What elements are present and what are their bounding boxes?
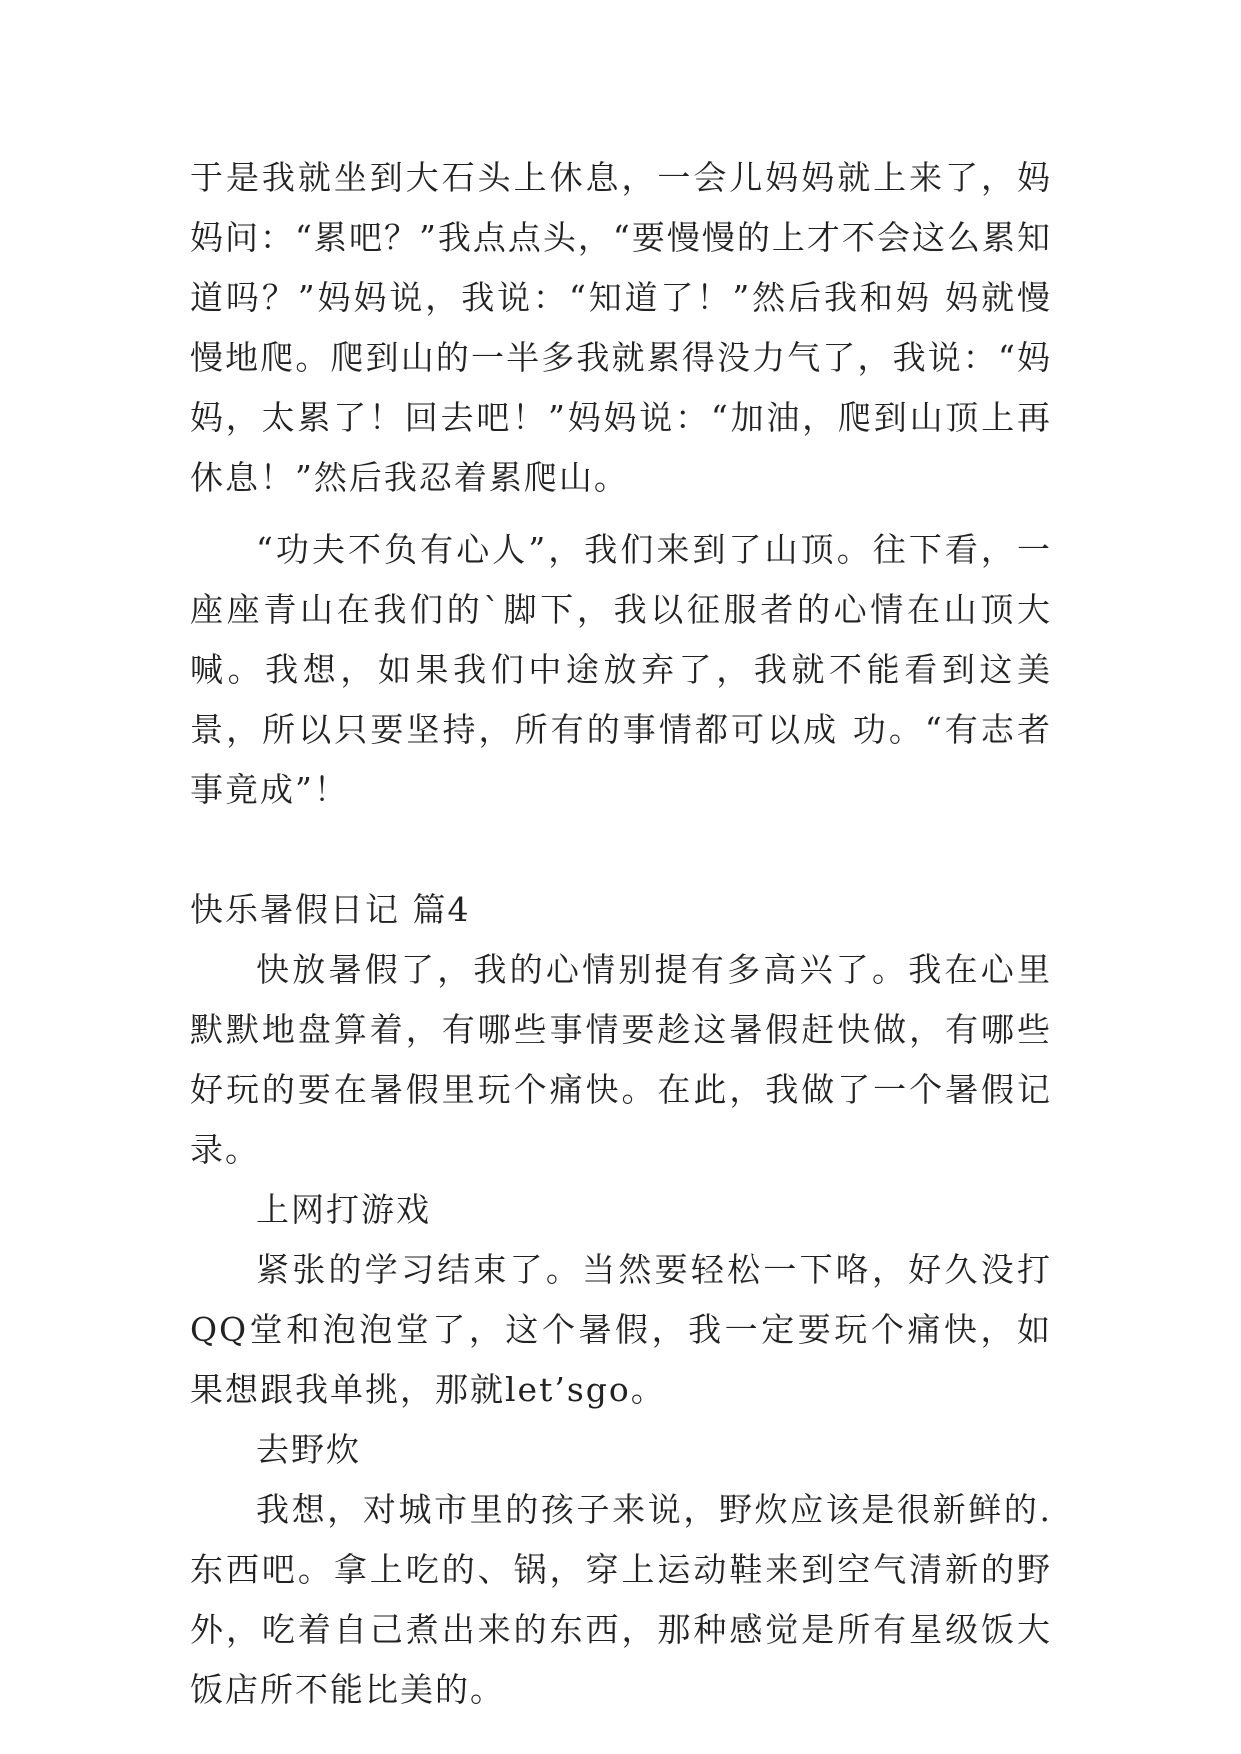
paragraph-spacer — [190, 508, 1052, 520]
paragraph-summit: “功夫不负有心人”，我们来到了山顶。往下看，一座座青山在我们的`脚下，我以征服者的心情在山顶大喊。我想，如果我们中途放弃了，我就不能看到这美景，所以只要坚持，所有的事情都可以成 功。“有志者事竟成”！ — [190, 530, 1052, 809]
item-title-gaming: 上网打游戏 — [256, 1190, 431, 1229]
section-spacer — [190, 820, 1052, 880]
paragraph-gaming: 紧张的学习结束了。当然要轻松一下咯，好久没打QQ堂和泡泡堂了，这个暑假，我一定要玩个痛快，如果想跟我单挑，那就let’sgo。 — [190, 1250, 1052, 1409]
document-body — [190, 148, 1052, 1720]
paragraph-rest-stop: 于是我就坐到大石头上休息，一会儿妈妈就上来了，妈妈问：“累吧？”我点点头，“要慢慢的上才不会这么累知道吗？”妈妈说，我说：“知道了！”然后我和妈 妈就慢慢地爬。爬到山的一半多我就累得没力气了，我说：“妈妈，太累了！回去吧！”妈妈说：“加油，爬到山顶上再休息！”然后我忍着累爬山。 — [190, 158, 1052, 497]
item-title-picnic: 去野炊 — [256, 1430, 361, 1469]
paragraph-picnic: 我想，对城市里的孩子来说，野炊应该是很新鲜的.东西吧。拿上吃的、锅，穿上运动鞋来到空气清新的野外，吃着自己煮出来的东西，那种感觉是所有星级饭大饭店所不能比美的。 — [190, 1490, 1052, 1709]
paragraph-intro: 快放暑假了，我的心情别提有多高兴了。我在心里默默地盘算着，有哪些事情要趁这暑假赶快做，有哪些好玩的要在暑假里玩个痛快。在此，我做了一个暑假记录。 — [190, 950, 1052, 1169]
section-heading: 快乐暑假日记 篇4 — [190, 890, 471, 929]
